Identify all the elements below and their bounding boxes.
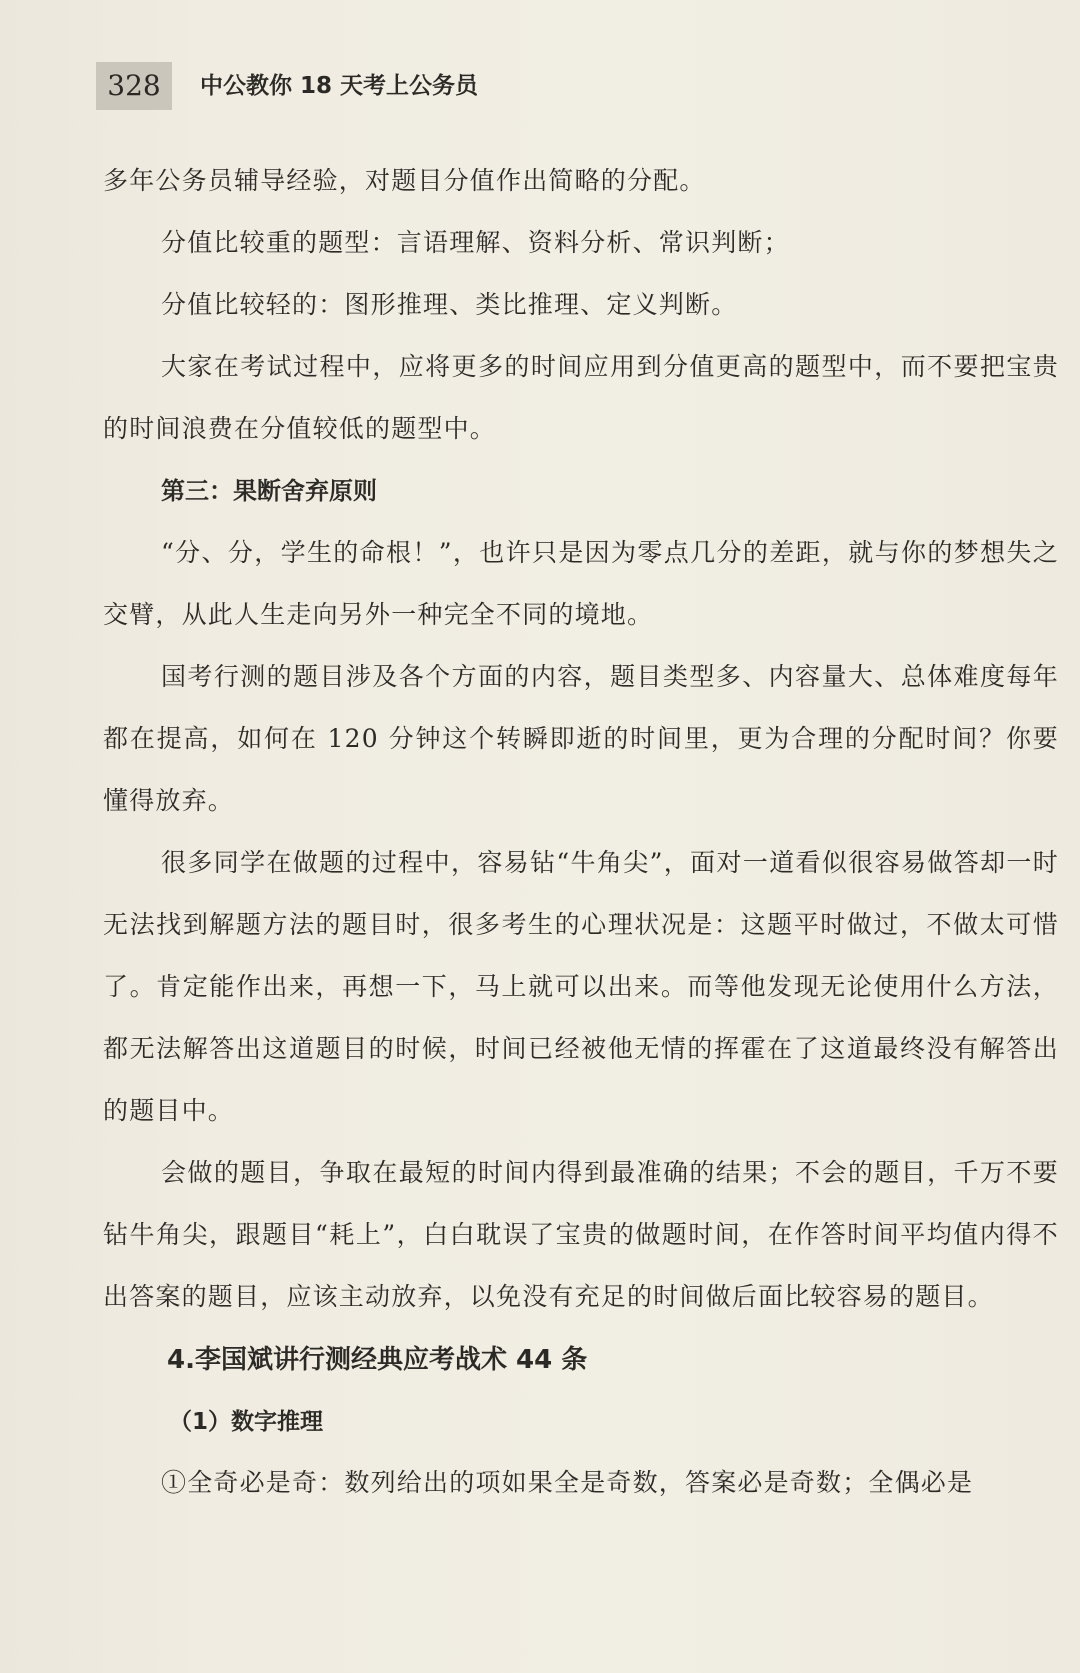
paragraph-dead-end: 很多同学在做题的过程中，容易钻“牛角尖”，面对一道看似很容易做答却一时无法找到解题方法的题目时，很多考生的心理状况是：这题平时做过，不做太可惜了。肯定能作出来，再想一下，马上就可以出来。而等他发现无论使用什么方法，都无法解答出这道题目的时候，时间已经被他无情的挥霍在了这道最终没有解答出的题目中。: [103, 848, 1059, 1125]
heading-section-4: 4.李国斌讲行测经典应考战术 44 条: [167, 1345, 588, 1375]
paragraph-learn-to-give-up: 国考行测的题目涉及各个方面的内容，题目类型多、内容量大、总体难度每年都在提高，如何在 120 分钟这个转瞬即逝的时间里，更为合理的分配时间？你要懂得放弃。: [103, 662, 1059, 815]
paragraph-rule-1: ①全奇必是奇：数列给出的项如果全是奇数，答案必是奇数；全偶必是: [161, 1468, 974, 1497]
paragraph-continued: 多年公务员辅导经验，对题目分值作出简略的分配。: [103, 166, 706, 195]
running-title: 中公教你 18 天考上公务员: [200, 73, 479, 99]
page-header: [0, 62, 1080, 114]
heading-number-reasoning: （1）数字推理: [169, 1409, 324, 1435]
paragraph-strategy: 会做的题目，争取在最短的时间内得到最准确的结果；不会的题目，千万不要钻牛角尖，跟题目“耗上”，白白耽误了宝贵的做题时间，在作答时间平均值内得不出答案的题目，应该主动放弃，以免没有充足的时间做后面比较容易的题目。: [103, 1158, 1059, 1311]
paragraph-heavy-types: 分值比较重的题型：言语理解、资料分析、常识判断；: [161, 228, 790, 257]
paragraph-light-types: 分值比较轻的：图形推理、类比推理、定义判断。: [161, 290, 738, 319]
heading-principle-3: 第三：果断舍弃原则: [161, 477, 377, 505]
page-number: 328: [107, 69, 161, 102]
paragraph-time-allocation: 大家在考试过程中，应将更多的时间应用到分值更高的题型中，而不要把宝贵的时间浪费在分值较低的题型中。: [103, 352, 1059, 443]
paragraph-score-matters: “分、分，学生的命根！”，也许只是因为零点几分的差距，就与你的梦想失之交臂，从此人生走向另外一种完全不同的境地。: [103, 538, 1059, 629]
body-text: [103, 150, 1059, 1514]
